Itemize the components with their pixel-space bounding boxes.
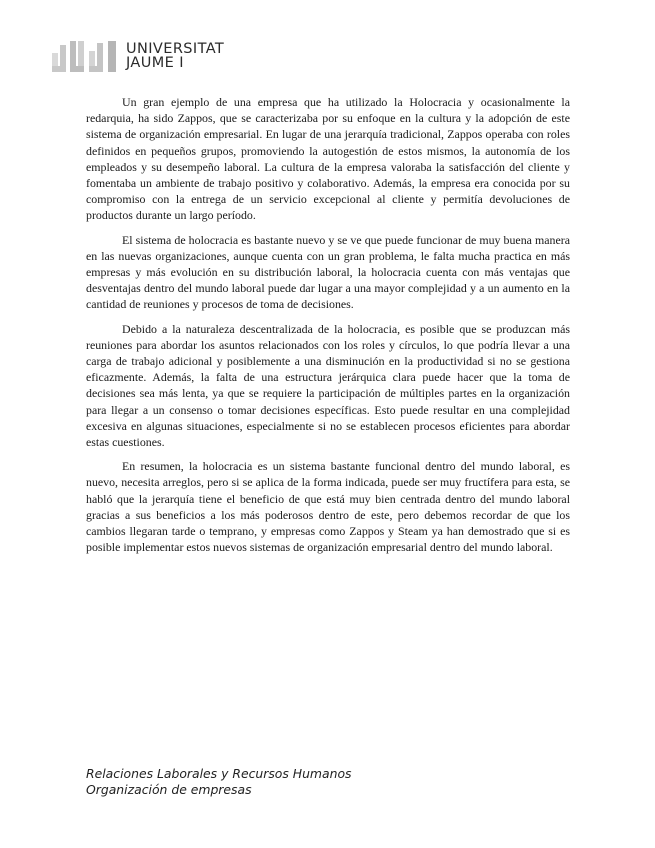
paragraph-3: Debido a la naturaleza descentralizada de la holocracia, es posible que se produzcan más reuniones para abordar los asuntos relacionados con los roles y círculos, lo que podría llevar a una carga de trabajo adicional y posiblemente a una disminución en la productividad si no se gestiona eficazmente. Además, la falta de una estructura jerárquica clara puede hacer que la toma de decisiones sea más lenta, ya que se requiere la participación de múltiples partes en la organización para llegar a un consenso o tomar decisiones específicas. Esto puede resultar en una complejidad excesiva en algunas situaciones, especialmente si no se establecen procesos eficientes para abordar estas cuestiones. [86, 321, 570, 450]
document-body [86, 94, 570, 563]
paragraph-4: En resumen, la holocracia es un sistema bastante funcional dentro del mundo laboral, es nuevo, necesita arreglos, pero si se aplica de la forma indicada, puede ser muy fructífera para esta, se habló que la jerarquía tiene el beneficio de que está muy bien centrada dentro del mundo laboral gracias a sus beneficios a los más poderosos dentro de este, pero debemos recordar de que los cambios llegaran tarde o temprano, y empresas como Zappos y Steam ya han demostrado que si es posible implementar estos nuevos sistemas de organización empresarial dentro del mundo laboral. [86, 459, 570, 555]
paragraph-1: Un gran ejemplo de una empresa que ha utilizado la Holocracia y ocasionalmente la redarquia, ha sido Zappos, que se caracterizaba por su enfoque en la cultura y la adopción de este sistema de organización empresarial. En lugar de una jerarquía tradicional, Zappos operaba con roles definidos en pequeños grupos, promoviendo la autogestión de estos mismos, la autonomía de los empleados y su desempeño laboral. La cultura de la empresa valoraba la satisfacción del cliente y fomentaba un ambiente de trabajo positivo y colaborativo. Además, la empresa era conocida por su compromiso con la entrega de un servicio excepcional al cliente y permitía devoluciones de productos durante un largo período. [86, 95, 570, 223]
logo-line-1: UNIVERSITAT [126, 41, 225, 57]
logo-line-2: JAUME I [126, 55, 184, 71]
logo-wordmark [126, 42, 224, 70]
footer-course: Relaciones Laborales y Recursos Humanos [86, 766, 352, 781]
university-logo [52, 40, 224, 72]
uji-logo-mark-icon [52, 41, 118, 72]
page-footer [86, 766, 351, 797]
paragraph-2: El sistema de holocracia es bastante nuevo y se ve que puede funcionar de muy buena manera en las nuevas organizaciones, aunque cuenta con un gran problema, le falta mucha practica en más empresas y más evolución en su distribución laboral, la holocracia cuenta con más ventajas que desventajas dentro del mundo laboral puede dar lugar a una mayor complejidad y a un aumento en la cantidad de reuniones y procesos de toma de decisiones. [86, 232, 570, 312]
footer-subject: Organización de empresas [86, 781, 252, 797]
